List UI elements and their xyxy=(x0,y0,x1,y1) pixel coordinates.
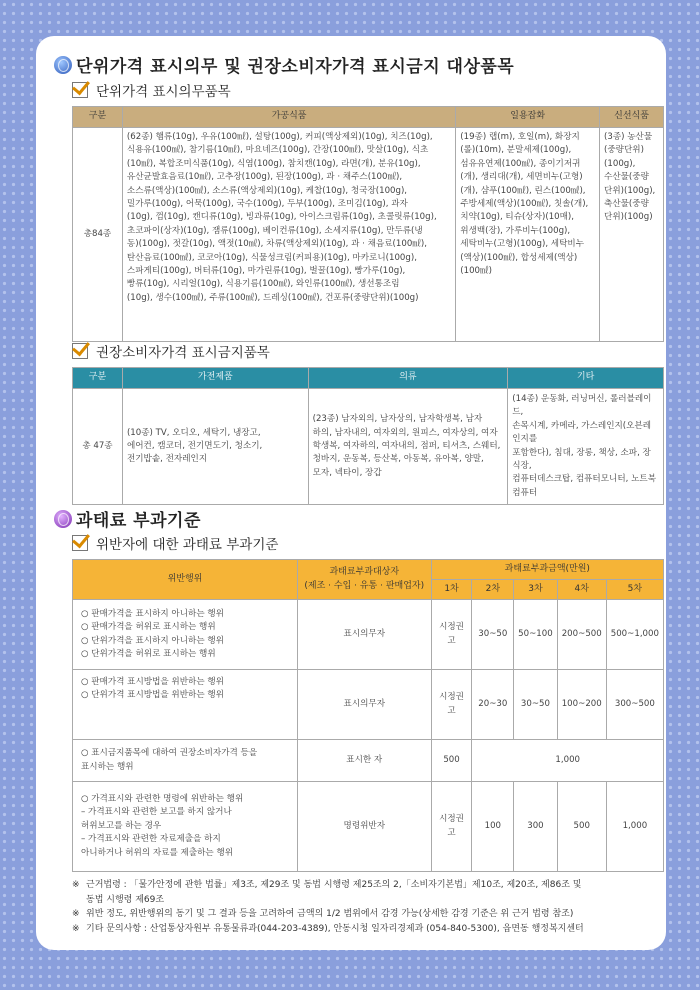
amount-cell: 1,000 xyxy=(606,782,663,872)
row-label: 총84종 xyxy=(73,128,123,342)
section1-title: 단위가격 표시의무 및 권장소비자가격 표시금지 대상품목 xyxy=(54,52,514,77)
amount-cell: 100~200 xyxy=(557,670,606,740)
header-daily-goods: 일용잡화 xyxy=(456,107,600,128)
violation-items: ○ 가격표시와 관련한 명령에 위반하는 행위 – 가격표시와 관련한 보고를 하지 않거나 허위보고를 하는 경우 – 가격표시와 관련한 자료제출을 하지 아니하거나 허위의 자료를 제출하는 행위 xyxy=(73,782,298,872)
section3-title: 과태료 부과기준 xyxy=(54,506,201,531)
amount-cell: 20~30 xyxy=(472,670,514,740)
header-category: 구분 xyxy=(73,368,123,389)
processed-food-list: (62종) 햄류(10g), 우유(100㎖), 설탕(100g), 커피(액상제외)(10g), 치즈(10g), 식용유(100㎖), 참기름(10㎖), 마요네즈(100g), 간장(100㎖), 맛살(10g), 식초 (10㎖), 복합조미식품(10g), 식염(100g), 참치캔(10g), 라면(개), 분유(10g), 유산균발효음료(10㎖), 고추장(100g), 된장(100g), 과 · 채주스(100㎖), 소스류(액상)(100㎖), 소스류(액상제외)(10g), 케찹(10g), 청국장(100g), 밀가루(100g), 어묵(100g), 국수(100g), 두부(100g), 조미김(10g), 과자 (10g), 껌(10g), 캔디류(10g), 빙과류(10g), 아이스크림류(10g), 초콜릿류(10g), 초코파이(상자)(10g), 잼류(100g), 베이컨류(10g), 소세지류(10g), 만두류(냉 동)(100g), 젓갈(10g), 액젓(10㎖), 차류(액상제외)(10g), 과 · 채음료(100㎖), 탄산음료(100㎖), 코코아(10g), 식물성크림(커피용)(10g), 마카로니(100g), 스파게티(100g), 버터류(10g), 마가린류(10g), 벌꿀(10g), 빵가루(10g), 빵류(10g), 시리얼(10g), 식용기름(100㎖), 와인류(100㎖), 생선통조림 (10g), 생수(100㎖), 주류(100㎖), 드레싱(100㎖), 건포류(중량단위)(100g) xyxy=(122,128,455,342)
target-cell: 명령위반자 xyxy=(297,782,431,872)
header-others: 기타 xyxy=(508,368,664,389)
amount-cell: 30~50 xyxy=(514,670,558,740)
header-category: 구분 xyxy=(73,107,123,128)
note-reduction: ※ 위반 정도, 위반행위의 동기 및 그 결과 등을 고려하여 금액의 1/2 범위에서 감경 가능(상세한 감경 기준은 위 근거 법령 참조) xyxy=(72,909,574,919)
amount-cell: 50~100 xyxy=(514,600,558,670)
amount-cell: 500~1,000 xyxy=(606,600,663,670)
amount-cell: 200~500 xyxy=(557,600,606,670)
note-legal-basis: ※ 근거법령 : 「물가안정에 관한 법률」제3조, 제29조 및 동법 시행령 제25조의 2,「소비자기본법」제10조, 제20조, 제86조 및 동법 시행령 제69조 xyxy=(72,880,582,905)
amount-cell: 30~50 xyxy=(472,600,514,670)
amount-cell: 100 xyxy=(472,782,514,872)
globe-icon xyxy=(54,56,72,74)
header-clothing: 의류 xyxy=(308,368,508,389)
checkbox-icon xyxy=(72,82,88,98)
penalty-table xyxy=(72,559,664,872)
header-count-5: 5차 xyxy=(606,580,663,600)
amount-cell: 500 xyxy=(557,782,606,872)
table-row xyxy=(73,600,664,670)
amount-cell: 300~500 xyxy=(606,670,663,740)
target-cell: 표시의무자 xyxy=(297,670,431,740)
header-count-3: 3차 xyxy=(514,580,558,600)
amount-cell: 시정권고 xyxy=(431,670,472,740)
target-cell: 표시한 자 xyxy=(297,740,431,782)
checkbox-icon xyxy=(72,343,88,359)
appliances-list: (10종) TV, 오디오, 세탁기, 냉장고, 에어컨, 캠코더, 전기면도기, 청소기, 전기밥솥, 전자레인지 xyxy=(122,389,308,505)
others-list: (14종) 운동화, 러닝머신, 롤러블레이드, 손목시계, 카메라, 가스레인지(오븐레인지를 포함한다), 침대, 장롱, 책상, 소파, 장식장, 컴퓨터데스크탑, 컴퓨터모니터, 노트북컴퓨터 xyxy=(508,389,664,505)
header-violation: 위반행위 xyxy=(73,560,298,600)
section2-subtitle: 권장소비자가격 표시금지품목 xyxy=(72,341,270,361)
header-appliances: 가전제품 xyxy=(122,368,308,389)
unit-price-table xyxy=(72,106,664,342)
header-count-1: 1차 xyxy=(431,580,472,600)
violation-items: ○ 표시금지품목에 대하여 권장소비자가격 등을 표시하는 행위 xyxy=(73,740,298,782)
amount-cell: 500 xyxy=(431,740,472,782)
content-card xyxy=(36,36,666,950)
header-processed-food: 가공식품 xyxy=(122,107,455,128)
amount-cell: 시정권고 xyxy=(431,782,472,872)
section1-subtitle: 단위가격 표시의무품목 xyxy=(72,80,231,100)
header-fresh-food: 신선식품 xyxy=(600,107,664,128)
header-count-2: 2차 xyxy=(472,580,514,600)
globe-icon xyxy=(54,510,72,528)
table-row xyxy=(73,670,664,740)
clothing-list: (23종) 남자외의, 남자상의, 남자학생복, 남자 하의, 남자내의, 여자외의, 원피스, 여자상의, 여자 학생복, 여자하의, 여자내의, 점퍼, 티셔츠, 스웨터, 청바지, 운동복, 등산복, 아동복, 유아복, 양말, 모자, 넥타이, 장갑 xyxy=(308,389,508,505)
price-prohibition-table xyxy=(72,367,664,505)
table-row xyxy=(73,782,664,872)
header-amount: 과태료부과금액(만원) xyxy=(431,560,663,580)
checkbox-icon xyxy=(72,535,88,551)
violation-items: ○ 판매가격 표시방법을 위반하는 행위 ○ 단위가격 표시방법을 위반하는 행위 xyxy=(73,670,298,740)
amount-cell: 300 xyxy=(514,782,558,872)
row-label: 총 47종 xyxy=(73,389,123,505)
amount-cell: 시정권고 xyxy=(431,600,472,670)
table-row xyxy=(73,740,664,782)
note-contact: ※ 기타 문의사항 : 산업통상자원부 유통물류과(044-203-4389), 안동시청 일자리경제과 (054-840-5300), 읍면동 행정복지센터 xyxy=(72,923,584,934)
daily-goods-list: (19종) 랩(m), 호일(m), 화장지 (롤)(10m), 분말세제(100g), 섬유유연제(100㎖), 종이기저귀 (개), 생리대(개), 세면비누(고형) (개), 샴푸(100㎖), 린스(100㎖), 주방세제(액상)(100㎖), 칫솔(개), 치약(10g), 티슈(상자)(10매), 위생백(장), 가루비누(100g), 세탁비누(고형)(100g), 세탁비누 (액상)(100㎖), 합성세제(액상) (100㎖) xyxy=(456,128,600,342)
target-cell: 표시의무자 xyxy=(297,600,431,670)
header-count-4: 4차 xyxy=(557,580,606,600)
section3-subtitle: 위반자에 대한 과태료 부과기준 xyxy=(72,533,278,553)
fresh-food-list: (3종) 농산물 (중량단위) (100g), 수산물(중량 단위)(100g), 축산물(중량 단위)(100g) xyxy=(600,128,664,342)
amount-cell: 1,000 xyxy=(472,740,664,782)
violation-items: ○ 판매가격을 표시하지 아니하는 행위 ○ 판매가격을 허위로 표시하는 행위 ○ 단위가격을 표시하지 아니하는 행위 ○ 단위가격을 허위로 표시하는 행위 xyxy=(73,600,298,670)
footnotes xyxy=(72,878,666,936)
header-target: 과태료부과대상자 (제조 · 수입 · 유통 · 판매업자) xyxy=(297,560,431,600)
